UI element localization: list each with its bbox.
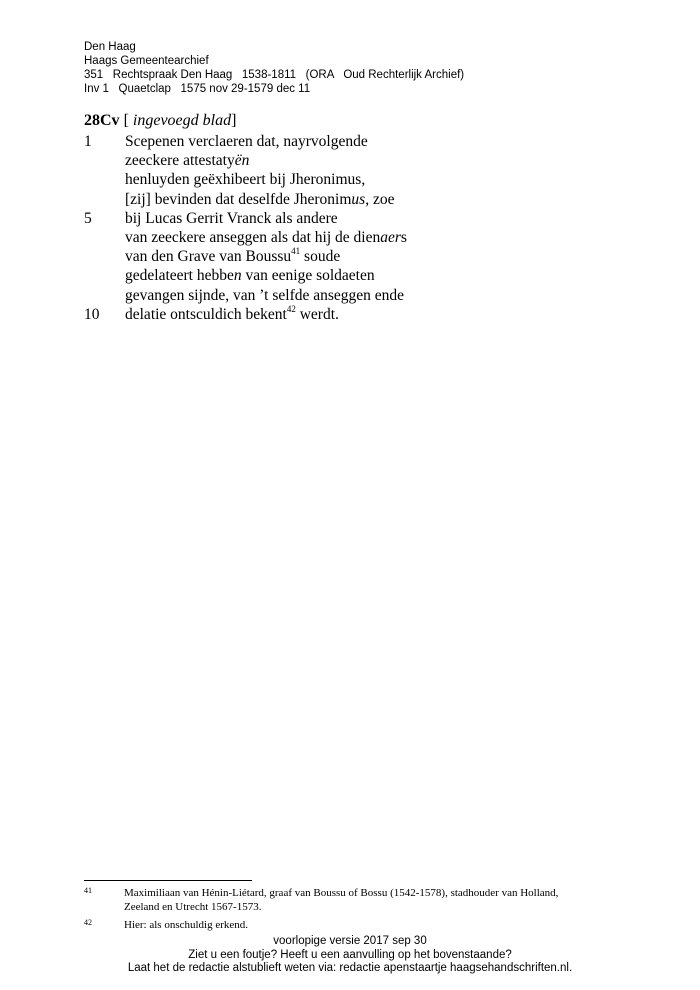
line-segment: gevangen sijnde, van ’t selfde anseggen ende: [125, 286, 405, 304]
folio-note: ingevoegd blad: [132, 112, 232, 129]
line-segment: soude: [300, 248, 341, 266]
line-text: [125, 190, 394, 209]
line-number: 1: [84, 133, 92, 150]
line-segment: van zeeckere anseggen als dat hij de dien: [125, 228, 381, 246]
header-inventory: Inv 1 Quaetclap 1575 nov 29-1579 dec 11: [84, 83, 311, 95]
line-segment: bij Lucas Gerrit Vranck als andere: [125, 209, 338, 227]
line-segment: van den Grave van Boussu: [125, 248, 292, 266]
folio-bracket-open: [: [119, 112, 133, 129]
footnote-number: 42: [84, 918, 92, 927]
page-footer: [0, 935, 700, 976]
folio-id: 28Cv: [84, 112, 120, 129]
folio-heading: [84, 112, 236, 130]
line-segment: delatie ontsculdich bekent: [125, 305, 287, 323]
line-text: [125, 132, 368, 151]
line-text: [125, 286, 404, 305]
line-number: 10: [84, 305, 100, 323]
expanded-abbreviation: n: [233, 267, 242, 285]
line-segment: werdt.: [295, 305, 339, 323]
line-segment: henluyden geëxhibeert bij Jheronimus,: [125, 171, 366, 189]
footnote-ref[interactable]: 42: [286, 303, 296, 314]
line-segment: [zij] bevinden dat deselfde Jheronim: [125, 190, 352, 208]
line-segment: s: [400, 228, 407, 246]
archive-header: [84, 40, 464, 96]
folio-bracket-close: ]: [231, 112, 237, 129]
line-text: [125, 266, 375, 285]
footnote-text: Maximiliaan van Hénin-Liétard, graaf van Boussu of Bossu (1542-1578), stadhouder van Holland, Zeeland en Utrecht 1567-1573.: [124, 887, 559, 913]
line-text: [125, 305, 339, 324]
footer-version: voorlopige versie 2017 sep 30: [273, 935, 427, 947]
footnote-ref[interactable]: 41: [291, 245, 301, 256]
footer-contact: Laat het de redactie alstublieft weten via: redactie apenstaartje haagsehandschriften.nl.: [127, 962, 573, 974]
line-segment: Scepenen verclaeren dat, nayrvolgende: [125, 133, 368, 150]
expanded-abbreviation: aer: [380, 228, 401, 246]
expanded-abbreviation: ën: [234, 152, 250, 170]
header-collection: 351 Rechtspraak Den Haag 1538-1811 (ORA Oud Rechterlijk Archief): [84, 69, 465, 81]
footnote-number: 41: [84, 886, 92, 895]
line-text: [125, 247, 340, 266]
line-text: [125, 170, 365, 189]
line-segment: zeeckere attestaty: [125, 152, 235, 170]
footer-question: Ziet u een foutje? Heeft u een aanvulling op het bovenstaande?: [188, 948, 512, 961]
line-text: [125, 209, 338, 228]
line-segment: van eenige soldaeten: [241, 267, 375, 285]
line-segment: gedelateert hebbe: [125, 267, 234, 285]
header-archive: Haags Gemeentearchief: [84, 55, 209, 67]
footnote-separator: [84, 880, 252, 881]
line-segment: , zoe: [365, 190, 395, 208]
footnote-text: Hier: als onschuldig erkend.: [124, 919, 249, 931]
line-number: 5: [84, 209, 92, 227]
header-city: Den Haag: [84, 41, 136, 53]
expanded-abbreviation: us: [351, 190, 366, 208]
line-text: [125, 228, 407, 247]
line-text: [125, 151, 249, 170]
